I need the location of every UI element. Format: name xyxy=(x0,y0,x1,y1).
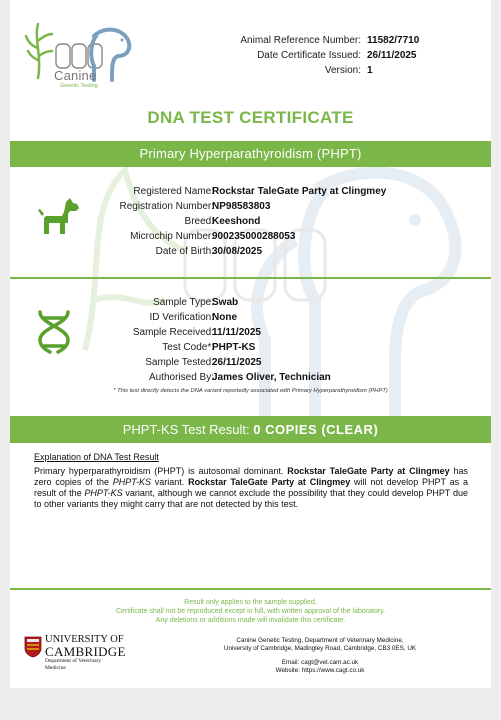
university-department: Department of Veterinary Medicine xyxy=(45,658,102,671)
date-issued-row xyxy=(240,48,431,63)
meta-label: Animal Reference Number: xyxy=(240,35,361,46)
sample-tested-value: 26/11/2025 xyxy=(212,357,262,368)
logo-tagline-text: Genetic Testing xyxy=(60,83,98,89)
sample-received-row xyxy=(10,327,491,342)
certificate-page xyxy=(10,0,491,688)
date-of-birth-value: 30/08/2025 xyxy=(212,246,263,257)
animal-reference-row xyxy=(240,33,431,48)
cambridge-shield-icon xyxy=(24,636,42,658)
university-line-1: UNIVERSITY OF xyxy=(45,634,124,645)
lab-address xyxy=(200,637,440,653)
field-label: Authorised By: xyxy=(148,372,214,383)
lab-contact xyxy=(200,659,440,675)
field-label: Date of Birth: xyxy=(155,246,214,257)
microchip-value: 900235000288053 xyxy=(212,231,296,242)
explanation-dog-name: Rockstar TaleGate Party at Clingmey xyxy=(188,477,351,487)
explanation-text: has zero copies of the xyxy=(34,466,468,487)
field-label: Sample Received: xyxy=(132,327,214,338)
field-label: Registration Number: xyxy=(119,201,214,212)
university-line-2: CAMBRIDGE xyxy=(45,644,126,659)
test-name-banner: Primary Hyperparathyroidism (PHPT) xyxy=(10,141,491,167)
explanation-heading: Explanation of DNA Test Result xyxy=(34,452,159,462)
registration-number-row xyxy=(10,201,491,216)
id-verification-row xyxy=(10,312,491,327)
microchip-row xyxy=(10,231,491,246)
address-line: Canine Genetic Testing, Department of Veterinary Medicine, xyxy=(236,637,404,644)
contact-email[interactable]: Email: cagt@vet.cam.ac.uk xyxy=(281,659,359,666)
meta-label: Version: xyxy=(324,65,361,76)
explanation-text: variant. xyxy=(154,477,185,487)
version-number: 1 xyxy=(367,65,373,76)
certificate-meta xyxy=(240,33,431,78)
sample-type-row xyxy=(10,297,491,312)
date-of-birth-row xyxy=(10,246,491,261)
explanation-variant: PHPT-KS xyxy=(84,488,123,498)
field-label: ID Verification: xyxy=(149,312,214,323)
disclaimer-line: Any deletions or additions made will invalidate this certificate. xyxy=(155,617,346,624)
sample-received-value: 11/11/2025 xyxy=(212,327,261,338)
breed-row xyxy=(10,216,491,231)
test-code-value: PHPT-KS xyxy=(212,342,256,353)
page-title: DNA TEST CERTIFICATE xyxy=(147,108,354,127)
test-result-banner xyxy=(10,416,491,443)
result-prefix: PHPT-KS Test Result: xyxy=(122,422,250,437)
explanation-body xyxy=(34,466,468,510)
explanation-text: Primary hyperparathyroidism (PHPT) is autosomal dominant. xyxy=(34,466,284,476)
test-footnote: * This test directly detects the DNA variant reportedly associated with Primary Hyperparathyroidism (PHPT) xyxy=(113,388,388,394)
registration-number-value: NP98583803 xyxy=(212,201,271,212)
field-label: Test Code*: xyxy=(162,342,214,353)
authorised-by-row xyxy=(10,372,491,387)
sample-type-value: Swab xyxy=(212,297,239,308)
field-label: Microchip Number: xyxy=(130,231,214,242)
result-explanation xyxy=(34,452,468,510)
animal-reference-number: 11582/7710 xyxy=(367,35,420,46)
test-code-row xyxy=(10,342,491,357)
explanation-text: will not develop PHPT as a result of the xyxy=(34,477,468,498)
field-label: Breed: xyxy=(184,216,214,227)
sample-tested-row xyxy=(10,357,491,372)
disclaimer xyxy=(10,598,491,625)
disclaimer-line: Certificate shall not be reproduced except in full, with written approval of the laboratory. xyxy=(115,608,386,615)
university-of-cambridge-logo xyxy=(24,634,134,674)
address-line: University of Cambridge, Madingley Road, Cambridge, CB3 0ES, UK xyxy=(223,645,417,652)
field-label: Registered Name: xyxy=(133,186,214,197)
result-value: 0 COPIES (CLEAR) xyxy=(253,422,379,437)
field-label: Sample Tested: xyxy=(145,357,214,368)
version-row xyxy=(240,63,431,78)
footer-divider xyxy=(10,588,491,590)
disclaimer-line: Result only applies to the sample supplied. xyxy=(184,599,317,606)
explanation-text: variant, although we cannot exclude the possibility that they could develop PHPT due to other variants they might carry that are not detected by this test. xyxy=(34,488,468,509)
id-verification-value: None xyxy=(212,312,237,323)
authorised-by-value: James Oliver, Technician xyxy=(212,372,331,383)
explanation-variant: PHPT-KS xyxy=(112,477,151,487)
contact-website[interactable]: Website: https://www.cagt.co.uk xyxy=(275,667,365,674)
field-label: Sample Type: xyxy=(153,297,214,308)
registered-name-row xyxy=(10,186,491,201)
meta-label: Date Certificate Issued: xyxy=(257,50,361,61)
explanation-dog-name: Rockstar TaleGate Party at Clingmey xyxy=(287,466,450,476)
breed-value: Keeshond xyxy=(212,216,261,227)
registered-name-value: Rockstar TaleGate Party at Clingmey xyxy=(212,186,387,197)
section-divider xyxy=(10,277,491,279)
date-certificate-issued: 26/11/2025 xyxy=(367,50,417,61)
logo-brand-text: Canine xyxy=(54,68,97,83)
